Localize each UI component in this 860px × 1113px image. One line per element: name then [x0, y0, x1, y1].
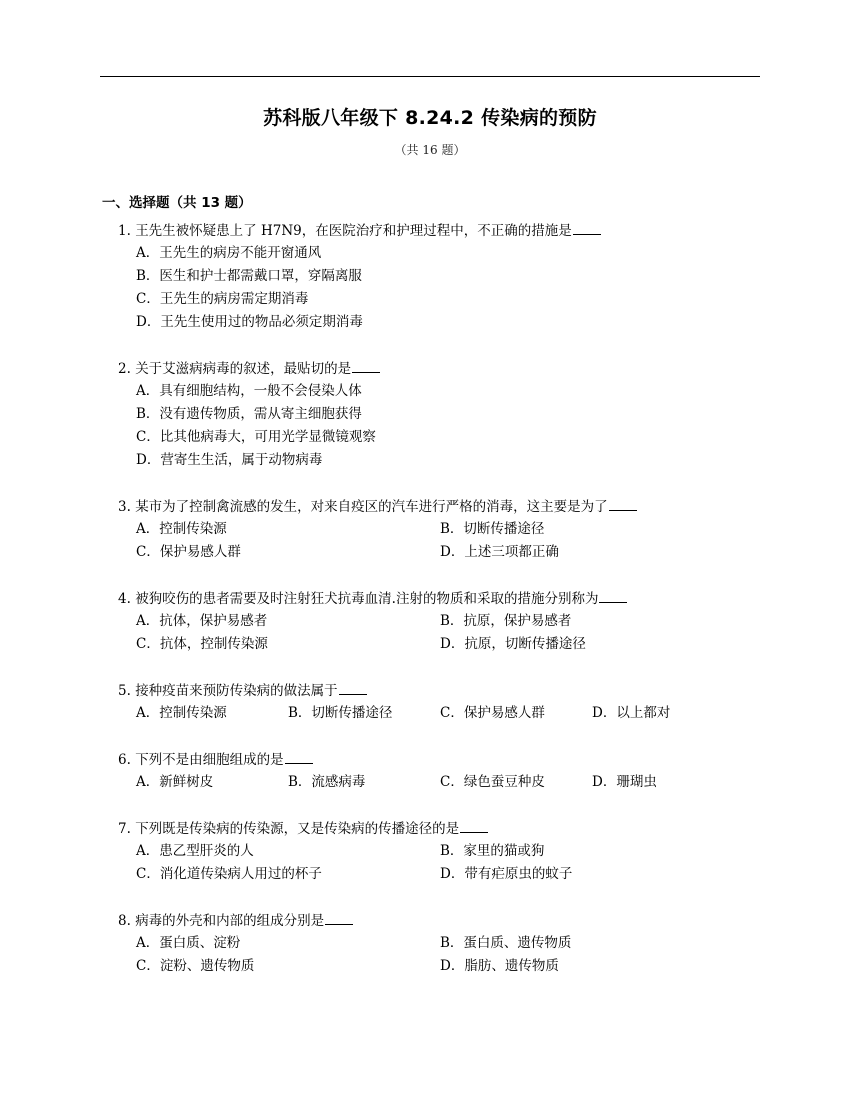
- option-b[interactable]: B．蛋白质、遗传物质: [440, 935, 572, 951]
- question-stem: [118, 358, 760, 380]
- question-2: [118, 358, 760, 472]
- answer-blank[interactable]: [609, 496, 637, 511]
- answer-blank[interactable]: [325, 910, 353, 925]
- question-text: 下列既是传染病的传染源，又是传染病的传播途径的是: [135, 821, 460, 837]
- question-stem: [118, 588, 760, 610]
- option-c[interactable]: C．保护易感人群: [136, 544, 241, 560]
- option-c[interactable]: C．绿色蚕豆种皮: [440, 774, 545, 790]
- option-list: [118, 702, 760, 725]
- question-stem: [118, 910, 760, 932]
- option-a[interactable]: A．患乙型肝炎的人: [136, 843, 254, 859]
- option-a[interactable]: A．控制传染源: [136, 705, 227, 721]
- option-d[interactable]: D．脂肪、遗传物质: [440, 958, 559, 974]
- option-b[interactable]: B．没有遗传物质，需从寄主细胞获得: [136, 406, 362, 422]
- question-stem: [118, 749, 760, 771]
- question-number: 4.: [118, 591, 131, 607]
- option-list: [118, 840, 760, 886]
- answer-blank[interactable]: [460, 818, 488, 833]
- question-stem: [118, 496, 760, 518]
- option-a[interactable]: A．控制传染源: [136, 521, 227, 537]
- section-heading: 一、选择题（共 13 题）: [102, 195, 252, 211]
- option-c[interactable]: C．王先生的病房需定期消毒: [136, 291, 309, 307]
- option-b[interactable]: B．医生和护士都需戴口罩，穿隔离服: [136, 268, 362, 284]
- option-d[interactable]: D．营寄生生活，属于动物病毒: [136, 452, 323, 468]
- option-d[interactable]: D．抗原，切断传播途径: [440, 636, 586, 652]
- answer-blank[interactable]: [285, 749, 313, 764]
- question-8: [118, 910, 760, 978]
- question-7: [118, 818, 760, 886]
- question-text: 关于艾滋病病毒的叙述，最贴切的是: [135, 361, 352, 377]
- option-d[interactable]: D．王先生使用过的物品必须定期消毒: [136, 314, 363, 330]
- question-stem: [118, 680, 760, 702]
- question-number: 5.: [118, 683, 131, 699]
- question-number: 1.: [118, 223, 131, 239]
- option-c[interactable]: C．淀粉、遗传物质: [136, 958, 255, 974]
- option-b[interactable]: B．切断传播途径: [288, 705, 393, 721]
- question-3: [118, 496, 760, 564]
- question-text: 王先生被怀疑患上了 H7N9，在医院治疗和护理过程中，不正确的措施是: [135, 223, 572, 239]
- option-c[interactable]: C．比其他病毒大，可用光学显微镜观察: [136, 429, 376, 445]
- option-a[interactable]: A．抗体，保护易感者: [136, 613, 268, 629]
- question-text: 某市为了控制禽流感的发生，对来自疫区的汽车进行严格的消毒，这主要是为了: [135, 499, 608, 515]
- option-a[interactable]: A．蛋白质、淀粉: [136, 935, 241, 951]
- header-rule: [100, 76, 760, 77]
- option-d[interactable]: D．带有疟原虫的蚊子: [440, 866, 573, 882]
- answer-blank[interactable]: [573, 220, 601, 235]
- option-b[interactable]: B．流感病毒: [288, 774, 366, 790]
- option-b[interactable]: B．抗原，保护易感者: [440, 613, 572, 629]
- option-a[interactable]: A．王先生的病房不能开窗通风: [136, 245, 322, 261]
- answer-blank[interactable]: [599, 588, 627, 603]
- question-stem: [118, 818, 760, 840]
- question-number: 7.: [118, 821, 131, 837]
- option-list: [118, 610, 760, 656]
- question-stem: [118, 220, 760, 242]
- question-count: （共 16 题）: [394, 143, 466, 157]
- option-a[interactable]: A．具有细胞结构，一般不会侵染人体: [136, 383, 362, 399]
- option-c[interactable]: C．抗体，控制传染源: [136, 636, 268, 652]
- option-list: [118, 242, 760, 334]
- answer-blank[interactable]: [352, 358, 380, 373]
- option-c[interactable]: C．保护易感人群: [440, 705, 545, 721]
- question-number: 6.: [118, 752, 131, 768]
- question-5: [118, 680, 760, 725]
- question-text: 被狗咬伤的患者需要及时注射狂犬抗毒血清.注射的物质和采取的措施分别称为: [135, 591, 599, 607]
- option-a[interactable]: A．新鲜树皮: [136, 774, 214, 790]
- question-number: 2.: [118, 361, 131, 377]
- question-list: [118, 220, 760, 1002]
- question-1: [118, 220, 760, 334]
- page-title: 苏科版八年级下 8.24.2 传染病的预防: [263, 107, 597, 129]
- question-text: 接种疫苗来预防传染病的做法属于: [135, 683, 338, 699]
- question-number: 3.: [118, 499, 131, 515]
- option-b[interactable]: B．家里的猫或狗: [440, 843, 545, 859]
- option-list: [118, 771, 760, 794]
- question-6: [118, 749, 760, 794]
- question-4: [118, 588, 760, 656]
- question-text: 下列不是由细胞组成的是: [135, 752, 284, 768]
- answer-blank[interactable]: [339, 680, 367, 695]
- question-text: 病毒的外壳和内部的组成分别是: [135, 913, 325, 929]
- option-list: [118, 518, 760, 564]
- option-d[interactable]: D．以上都对: [592, 705, 671, 721]
- option-d[interactable]: D．珊瑚虫: [592, 774, 657, 790]
- option-list: [118, 932, 760, 978]
- option-list: [118, 380, 760, 472]
- question-number: 8.: [118, 913, 131, 929]
- option-c[interactable]: C．消化道传染病人用过的杯子: [136, 866, 322, 882]
- option-b[interactable]: B．切断传播途径: [440, 521, 545, 537]
- option-d[interactable]: D．上述三项都正确: [440, 544, 559, 560]
